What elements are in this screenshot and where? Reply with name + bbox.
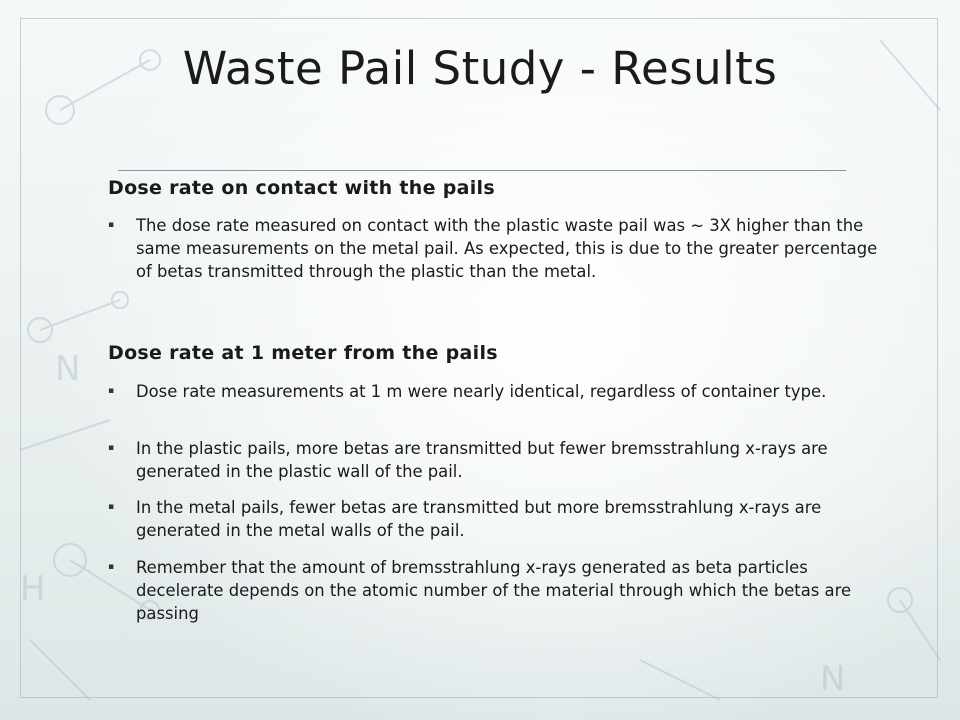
bullet-1m-4	[108, 556, 888, 625]
section-heading-1-meter: Dose rate at 1 meter from the pails	[108, 342, 498, 364]
svg-text:N: N	[820, 659, 846, 699]
svg-text:N: N	[55, 349, 81, 389]
bullet-contact-1	[108, 214, 888, 283]
bullet-1m-1	[108, 380, 888, 403]
square-bullet-icon: ▪	[108, 386, 115, 396]
square-bullet-icon: ▪	[108, 220, 115, 230]
bullet-text: Dose rate measurements at 1 m were nearly identical, regardless of container type.	[136, 382, 827, 401]
square-bullet-icon: ▪	[108, 562, 115, 572]
svg-text:H: H	[20, 569, 46, 609]
bullet-text: Remember that the amount of bremsstrahlung x-rays generated as beta particles decelerate depends on the atomic number of the material through which the betas are passing	[136, 558, 852, 623]
bullet-text: The dose rate measured on contact with the plastic waste pail was ~ 3X higher than the same measurements on the metal pail. As expected, this is due to the greater percentage of betas transmitted through the plastic than the metal.	[136, 216, 878, 281]
bullet-1m-3	[108, 496, 888, 542]
bullet-1m-2	[108, 437, 888, 483]
square-bullet-icon: ▪	[108, 443, 115, 453]
slide-title: Waste Pail Study - Results	[182, 42, 778, 95]
bullet-text: In the metal pails, fewer betas are transmitted but more bremsstrahlung x-rays are generated in the metal walls of the pail.	[136, 498, 822, 540]
bullet-text: In the plastic pails, more betas are transmitted but fewer bremsstrahlung x-rays are generated in the plastic wall of the pail.	[136, 439, 828, 481]
section-heading-contact: Dose rate on contact with the pails	[108, 177, 495, 199]
title-divider	[118, 170, 846, 171]
square-bullet-icon: ▪	[108, 502, 115, 512]
